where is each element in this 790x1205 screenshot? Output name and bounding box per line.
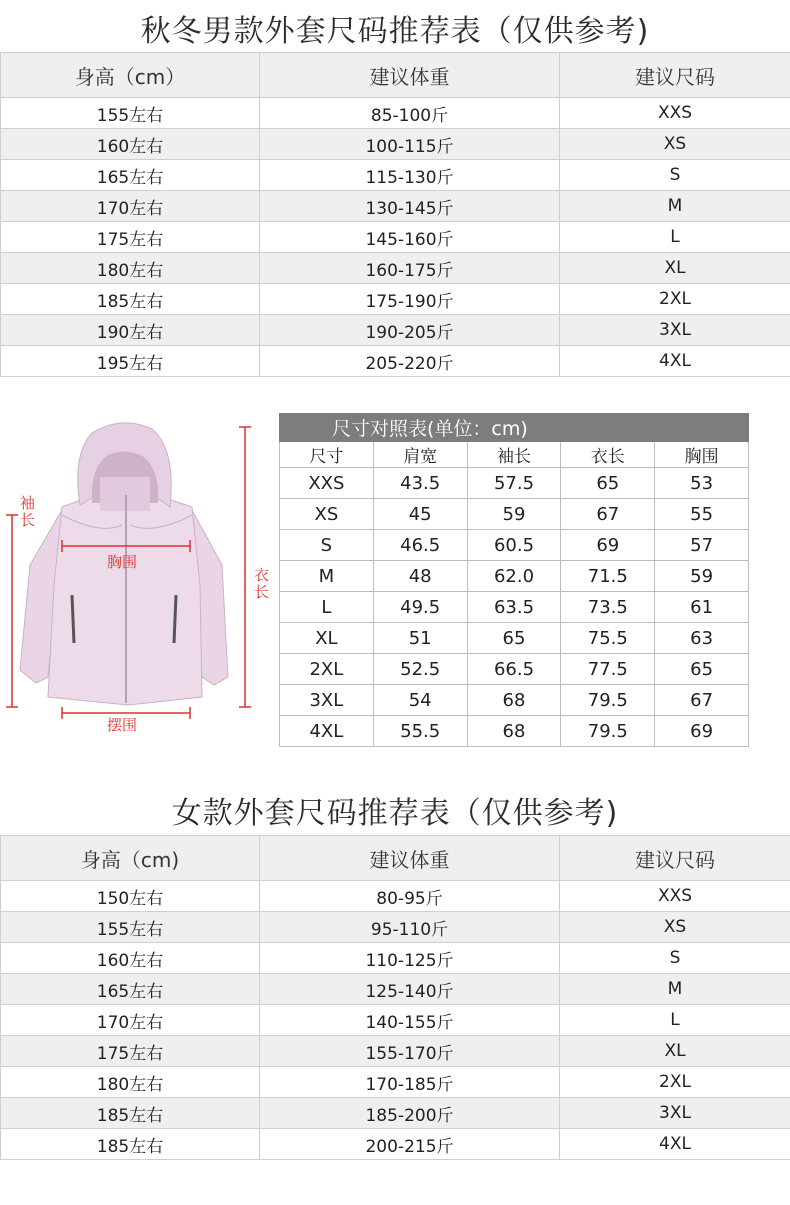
table-cell: XXS	[560, 98, 790, 129]
header-height: 身高（cm)	[1, 836, 260, 881]
table-cell: 175左右	[1, 1036, 260, 1067]
table-cell: XS	[280, 499, 374, 530]
table-row	[1, 315, 790, 346]
table-row	[280, 685, 749, 716]
table-cell: M	[560, 191, 790, 222]
table-cell: 49.5	[373, 592, 467, 623]
table-cell: 180左右	[1, 253, 260, 284]
table-cell: 185左右	[1, 284, 260, 315]
table-cell: 60.5	[467, 530, 561, 561]
table-cell: 62.0	[467, 561, 561, 592]
table-cell: 160左右	[1, 129, 260, 160]
chest-label: 胸围	[107, 553, 138, 571]
table-cell: 3XL	[560, 1098, 790, 1129]
table-cell: 140-155斤	[260, 1005, 560, 1036]
table-cell: 57	[655, 530, 749, 561]
table-row	[1, 98, 790, 129]
dim-header-shoulder: 肩宽	[373, 442, 467, 468]
table-row	[1, 1098, 790, 1129]
jacket-illustration	[0, 415, 280, 745]
table-cell: 145-160斤	[260, 222, 560, 253]
table-cell: 110-125斤	[260, 943, 560, 974]
table-cell: 63	[655, 623, 749, 654]
table-row	[1, 1005, 790, 1036]
table-cell: 68	[467, 716, 561, 747]
header-size: 建议尺码	[560, 53, 790, 98]
table-cell: 175-190斤	[260, 284, 560, 315]
table-cell: 185左右	[1, 1098, 260, 1129]
table-cell: XL	[560, 253, 790, 284]
table-row	[1, 346, 790, 377]
header-size: 建议尺码	[560, 836, 790, 881]
table-row	[1, 284, 790, 315]
body-length-label: 衣长	[254, 566, 270, 601]
table-cell: XS	[560, 912, 790, 943]
size-measurement-table	[279, 413, 749, 747]
table-cell: XXS	[280, 468, 374, 499]
table-cell: 65	[655, 654, 749, 685]
table-row	[280, 592, 749, 623]
jacket-icon	[0, 415, 280, 745]
table-cell: 190-205斤	[260, 315, 560, 346]
table-cell: 155左右	[1, 912, 260, 943]
table-cell: 45	[373, 499, 467, 530]
table-cell: 160-175斤	[260, 253, 560, 284]
men-size-table	[0, 52, 790, 377]
table-cell: 160左右	[1, 943, 260, 974]
table-cell: 180左右	[1, 1067, 260, 1098]
dim-header-chest: 胸围	[655, 442, 749, 468]
table-cell: XL	[560, 1036, 790, 1067]
table-row	[1, 129, 790, 160]
table-row	[280, 499, 749, 530]
women-table-title: 女款外套尺码推荐表（仅供参考)	[171, 796, 619, 831]
table-cell: 69	[561, 530, 655, 561]
table-cell: 200-215斤	[260, 1129, 560, 1160]
table-cell: 100-115斤	[260, 129, 560, 160]
table-cell: 77.5	[561, 654, 655, 685]
table-row	[1, 943, 790, 974]
table-cell: 3XL	[560, 315, 790, 346]
table-cell: L	[280, 592, 374, 623]
table-row	[1, 1036, 790, 1067]
table-cell: 185-200斤	[260, 1098, 560, 1129]
table-cell: XS	[560, 129, 790, 160]
table-cell: 59	[655, 561, 749, 592]
table-cell: 67	[561, 499, 655, 530]
hem-label: 摆围	[107, 716, 138, 734]
table-row	[1, 1067, 790, 1098]
table-cell: 130-145斤	[260, 191, 560, 222]
table-cell: 55	[655, 499, 749, 530]
table-cell: 69	[655, 716, 749, 747]
table-cell: 46.5	[373, 530, 467, 561]
table-cell: 59	[467, 499, 561, 530]
table-cell: 170左右	[1, 191, 260, 222]
header-weight: 建议体重	[260, 836, 560, 881]
table-row	[280, 468, 749, 499]
table-cell: 205-220斤	[260, 346, 560, 377]
table-cell: 54	[373, 685, 467, 716]
table-cell: 155-170斤	[260, 1036, 560, 1067]
table-row	[280, 530, 749, 561]
table-cell: 3XL	[280, 685, 374, 716]
header-height: 身高（cm）	[1, 53, 260, 98]
table-cell: 195左右	[1, 346, 260, 377]
table-cell: 2XL	[280, 654, 374, 685]
table-cell: 63.5	[467, 592, 561, 623]
table-cell: 67	[655, 685, 749, 716]
table-cell: 170左右	[1, 1005, 260, 1036]
table-cell: 73.5	[561, 592, 655, 623]
table-cell: 52.5	[373, 654, 467, 685]
women-size-table	[0, 835, 790, 1160]
table-cell: 115-130斤	[260, 160, 560, 191]
table-cell: 155左右	[1, 98, 260, 129]
table-row	[280, 561, 749, 592]
table-cell: 185左右	[1, 1129, 260, 1160]
table-cell: 71.5	[561, 561, 655, 592]
table-cell: 61	[655, 592, 749, 623]
dim-header-size: 尺寸	[280, 442, 374, 468]
table-cell: 85-100斤	[260, 98, 560, 129]
table-cell: 2XL	[560, 284, 790, 315]
table-cell: S	[560, 943, 790, 974]
table-cell: 55.5	[373, 716, 467, 747]
table-cell: 79.5	[561, 685, 655, 716]
table-row	[1, 974, 790, 1005]
table-cell: 53	[655, 468, 749, 499]
table-row	[1, 881, 790, 912]
table-row	[1, 1129, 790, 1160]
table-cell: 4XL	[560, 346, 790, 377]
table-cell: 4XL	[560, 1129, 790, 1160]
table-cell: M	[560, 974, 790, 1005]
table-row	[1, 912, 790, 943]
table-row	[280, 716, 749, 747]
table-cell: 75.5	[561, 623, 655, 654]
table-cell: 165左右	[1, 160, 260, 191]
table-row	[280, 623, 749, 654]
table-cell: S	[560, 160, 790, 191]
table-cell: XL	[280, 623, 374, 654]
table-row	[1, 253, 790, 284]
men-table-title: 秋冬男款外套尺码推荐表（仅供参考)	[140, 14, 650, 49]
table-cell: XXS	[560, 881, 790, 912]
sleeve-length-label: 袖长	[20, 494, 36, 529]
table-cell: 57.5	[467, 468, 561, 499]
table-cell: 51	[373, 623, 467, 654]
header-weight: 建议体重	[260, 53, 560, 98]
table-cell: L	[560, 222, 790, 253]
table-cell: 2XL	[560, 1067, 790, 1098]
table-cell: 80-95斤	[260, 881, 560, 912]
table-cell: 79.5	[561, 716, 655, 747]
table-cell: L	[560, 1005, 790, 1036]
table-cell: 150左右	[1, 881, 260, 912]
table-cell: 68	[467, 685, 561, 716]
table-row	[1, 160, 790, 191]
table-cell: 65	[561, 468, 655, 499]
table-cell: 165左右	[1, 974, 260, 1005]
table-cell: S	[280, 530, 374, 561]
table-row	[280, 654, 749, 685]
table-cell: 48	[373, 561, 467, 592]
dim-header-sleeve: 袖长	[467, 442, 561, 468]
table-cell: 66.5	[467, 654, 561, 685]
table-row	[1, 191, 790, 222]
table-cell: M	[280, 561, 374, 592]
table-cell: 125-140斤	[260, 974, 560, 1005]
table-cell: 4XL	[280, 716, 374, 747]
table-cell: 43.5	[373, 468, 467, 499]
dim-header-length: 衣长	[561, 442, 655, 468]
table-cell: 170-185斤	[260, 1067, 560, 1098]
table-row	[1, 222, 790, 253]
table-cell: 175左右	[1, 222, 260, 253]
size-chart-caption: 尺寸对照表(单位：cm)	[280, 414, 749, 442]
table-cell: 95-110斤	[260, 912, 560, 943]
table-cell: 190左右	[1, 315, 260, 346]
table-cell: 65	[467, 623, 561, 654]
